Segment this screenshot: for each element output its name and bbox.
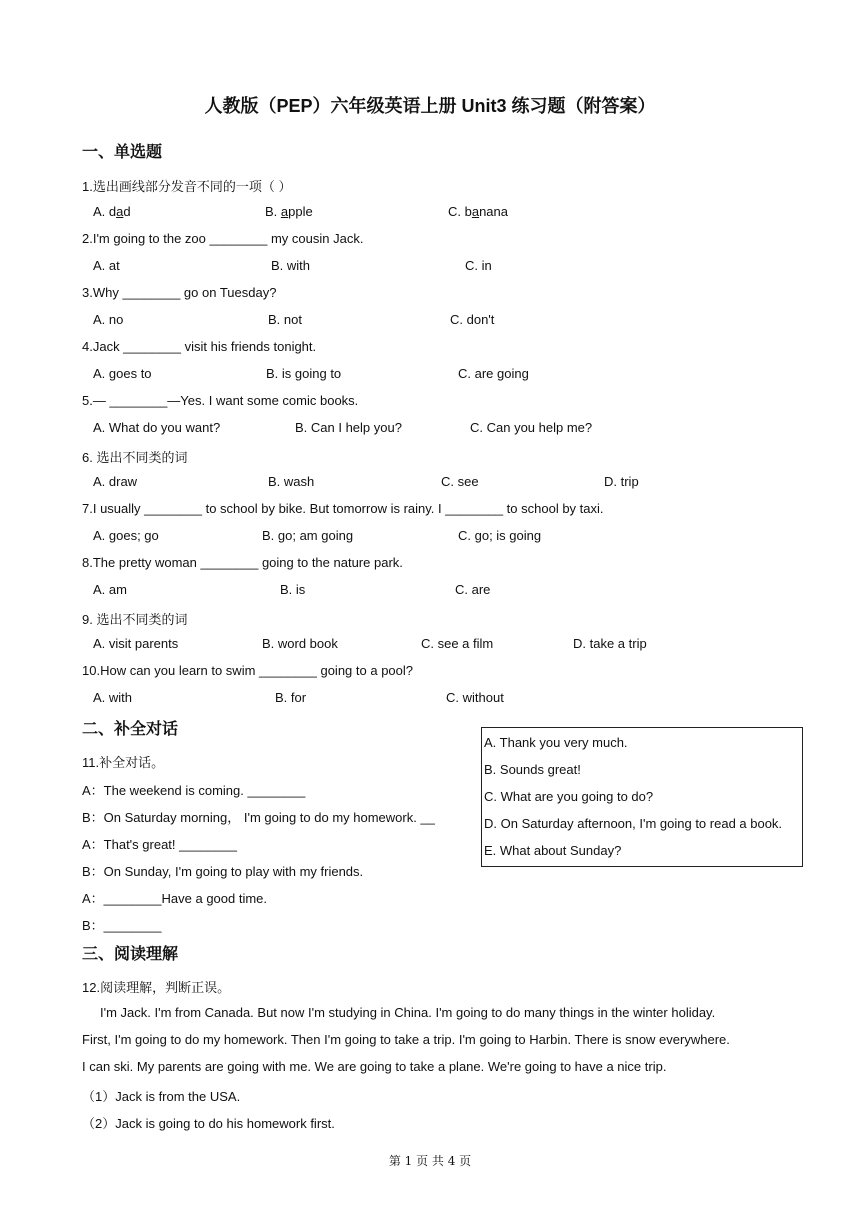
- dialogue-line: B：________: [82, 918, 162, 933]
- question-option: B. apple: [265, 204, 313, 219]
- question-option: B. Can I help you?: [295, 420, 402, 435]
- dialogue-choice: A. Thank you very much.: [484, 735, 628, 750]
- question-option: A. am: [93, 582, 127, 597]
- question-option: C. Can you help me?: [470, 420, 593, 435]
- question-option: C. are: [455, 582, 491, 597]
- question-option: C. without: [446, 690, 504, 705]
- reading-passage-line: I can ski. My parents are going with me. We are going to take a plane. We're going to have a nice trip.: [82, 1059, 667, 1074]
- dialogue-choice: E. What about Sunday?: [484, 843, 622, 858]
- question-option: B. not: [268, 312, 302, 327]
- question-stem: 9. 选出不同类的词: [82, 612, 188, 627]
- question-option: B. is going to: [266, 366, 342, 381]
- dialogue-line: A：The weekend is coming. ________: [82, 783, 306, 798]
- question-option: B. word book: [262, 636, 338, 651]
- question-option: C. don't: [450, 312, 495, 327]
- question-stem: 12.阅读理解，判断正误。: [82, 980, 231, 995]
- question-option: A. no: [93, 312, 124, 327]
- question-option: C. are going: [458, 366, 529, 381]
- question-option: A. dad: [93, 204, 131, 219]
- question-option: B. is: [280, 582, 306, 597]
- question-option: C. go; is going: [458, 528, 542, 543]
- question-option: C. see a film: [421, 636, 494, 651]
- dialogue-choice: C. What are you going to do?: [484, 789, 654, 804]
- dialogue-line: A：That's great! ________: [82, 837, 237, 852]
- dialogue-choice: D. On Saturday afternoon, I'm going to read a book.: [484, 816, 783, 831]
- section-heading-reading: 三、阅读理解: [82, 946, 179, 963]
- question-stem: 2.I'm going to the zoo ________ my cousin Jack.: [82, 231, 364, 246]
- question-option: B. wash: [268, 474, 315, 489]
- reading-item: （2）Jack is going to do his homework first.: [82, 1116, 335, 1131]
- question-stem: 6. 选出不同类的词: [82, 450, 188, 465]
- question-option: C. see: [441, 474, 479, 489]
- question-stem: 5.— ________—Yes. I want some comic books.: [82, 393, 359, 408]
- dialogue-line: B：On Sunday, I'm going to play with my friends.: [82, 864, 364, 879]
- reading-passage-line: First, I'm going to do my homework. Then I'm going to take a trip. I'm going to Harbin. There is snow everywhere.: [82, 1032, 730, 1047]
- question-option: D. take a trip: [573, 636, 647, 651]
- question-option: B. with: [271, 258, 311, 273]
- question-option: A. goes to: [93, 366, 152, 381]
- dialogue-line: B：On Saturday morning， I'm going to do my homework. __: [82, 810, 435, 825]
- dialogue-choice: B. Sounds great!: [484, 762, 581, 777]
- question-stem: 3.Why ________ go on Tuesday?: [82, 285, 277, 300]
- question-stem: 11.补全对话。: [82, 755, 165, 770]
- section-heading-single-choice: 一、单选题: [82, 144, 163, 161]
- reading-passage-line: I'm Jack. I'm from Canada. But now I'm studying in China. I'm going to do many things in the winter holiday.: [100, 1005, 716, 1020]
- question-stem: 8.The pretty woman ________ going to the nature park.: [82, 555, 403, 570]
- question-option: A. at: [93, 258, 120, 273]
- question-stem: 7.I usually ________ to school by bike. But tomorrow is rainy. I ________ to school by taxi.: [82, 501, 604, 516]
- question-option: B. go; am going: [262, 528, 354, 543]
- dialogue-line: A：________Have a good time.: [82, 891, 268, 906]
- question-option: C. banana: [448, 204, 508, 219]
- reading-item: （1）Jack is from the USA.: [82, 1089, 241, 1104]
- page-footer: 第 1 页 共 4 页: [388, 1154, 472, 1168]
- question-option: C. in: [465, 258, 492, 273]
- dialogue-choices-box: [481, 727, 803, 867]
- question-stem: 1.选出画线部分发音不同的一项（ ）: [82, 179, 292, 194]
- question-option: A. with: [93, 690, 133, 705]
- question-stem: 4.Jack ________ visit his friends tonight.: [82, 339, 317, 354]
- question-option: A. goes; go: [93, 528, 159, 543]
- page-title: 人教版（PEP）六年级英语上册 Unit3 练习题（附答案）: [204, 96, 656, 116]
- question-option: B. for: [275, 690, 307, 705]
- question-option: A. What do you want?: [93, 420, 221, 435]
- question-option: A. visit parents: [93, 636, 179, 651]
- section-heading-dialogue: 二、补全对话: [82, 721, 179, 738]
- question-option: A. draw: [93, 474, 138, 489]
- question-option: D. trip: [604, 474, 639, 489]
- question-stem: 10.How can you learn to swim ________ going to a pool?: [82, 663, 413, 678]
